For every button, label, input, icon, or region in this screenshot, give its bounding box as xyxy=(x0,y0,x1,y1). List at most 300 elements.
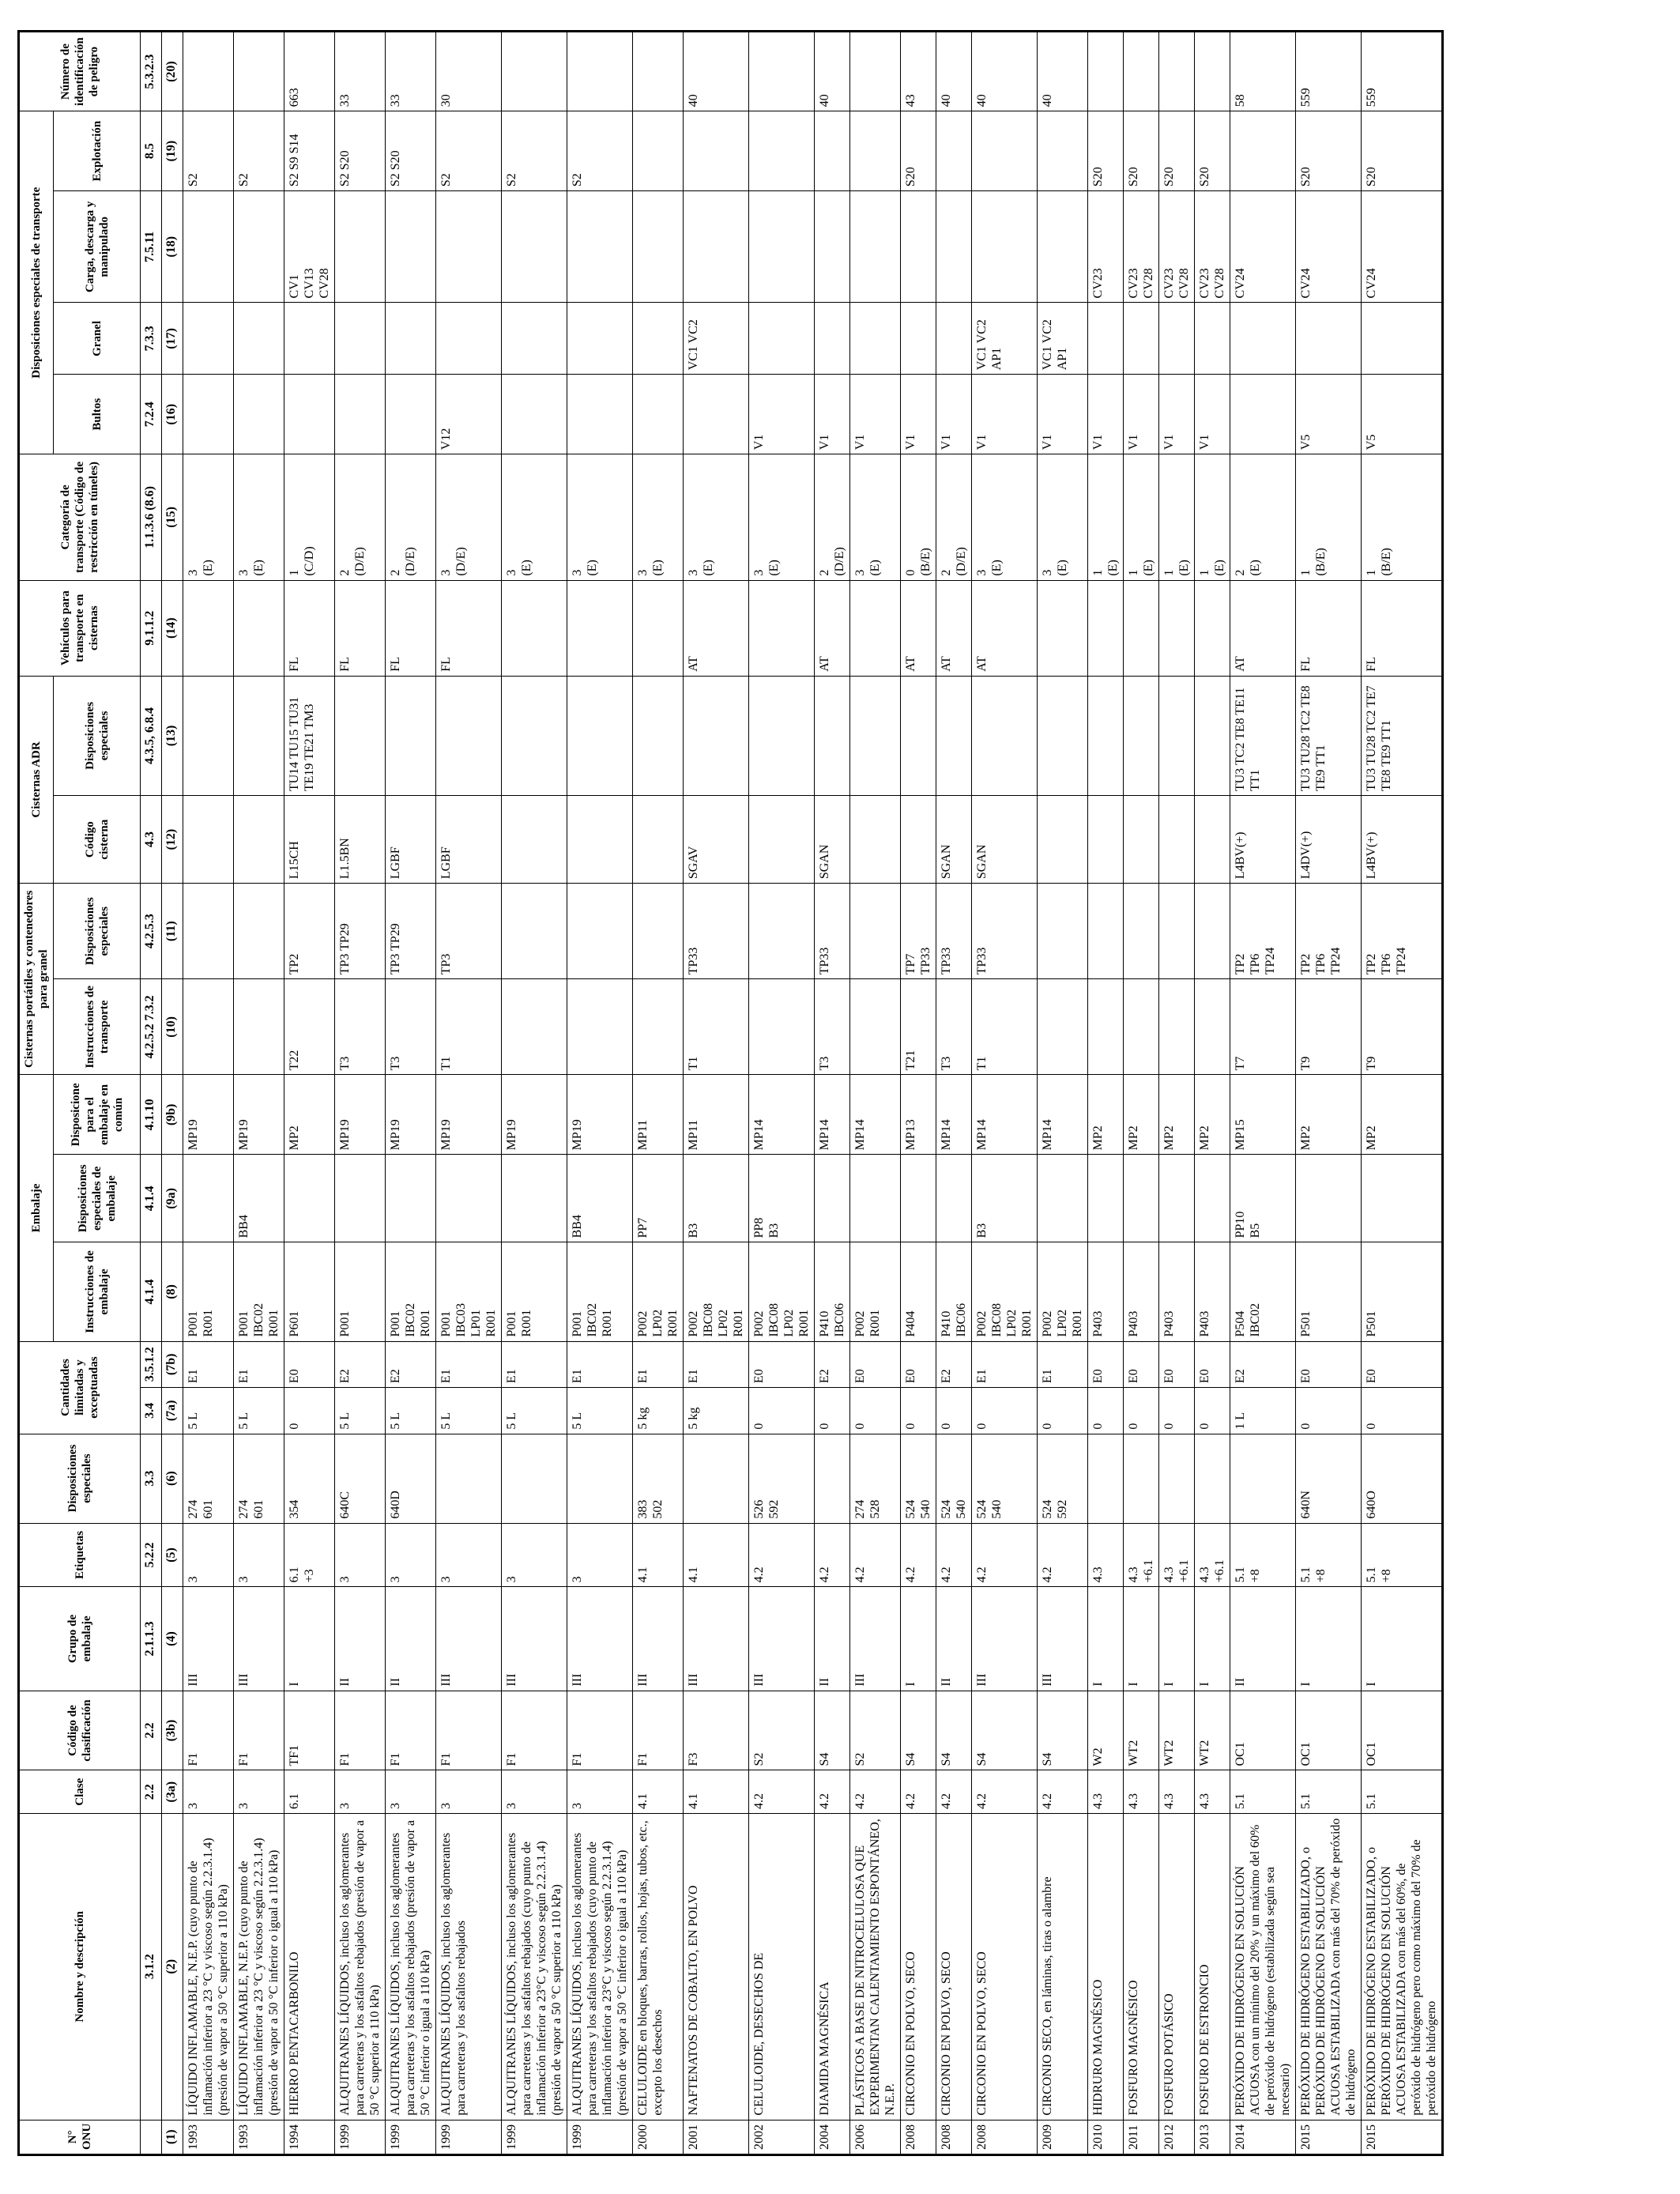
cell-packing-group: II xyxy=(936,1587,972,1691)
cell-packages-provisions: V1 xyxy=(1124,375,1159,454)
cell-bulk-provisions xyxy=(1124,303,1159,375)
cell-labels: 3 xyxy=(234,1523,284,1587)
cell-transport-category: 3 (E) xyxy=(749,454,815,580)
cell-excepted-quantity: E0 xyxy=(850,1341,901,1388)
cell-labels: 6.1 +3 xyxy=(284,1523,335,1587)
cell-excepted-quantity: E1 xyxy=(1038,1341,1088,1388)
cell-un-number: 2011 xyxy=(1124,2120,1159,2154)
cell-tank-vehicle xyxy=(1159,580,1195,676)
cell-operation-provisions: S20 xyxy=(1088,111,1124,191)
col-number: (11) xyxy=(162,884,183,979)
cell-special-provisions: 274 528 xyxy=(850,1434,901,1523)
cell-transport-category: 3 (E) xyxy=(1038,454,1088,580)
ref-cell: 2.1.1.3 xyxy=(141,1587,162,1691)
ref-cell: 7.5.11 xyxy=(141,191,162,303)
cell-packing-instructions: P002 LP02 R001 xyxy=(633,1242,684,1341)
cell-operation-provisions: S2 xyxy=(234,111,284,191)
cell-loading-provisions: CV24 xyxy=(1296,191,1362,303)
cell-mixed-packing: MP19 xyxy=(567,1075,633,1155)
cell-portable-instructions: T22 xyxy=(284,979,335,1075)
cell-packing-group: I xyxy=(1195,1587,1230,1691)
cell-excepted-quantity: E1 xyxy=(436,1341,502,1388)
cell-packing-instructions: P501 xyxy=(1362,1242,1443,1341)
table-row xyxy=(284,32,335,2155)
cell-hazard-number: 559 xyxy=(1296,32,1362,111)
cell-name: ALQUITRANES LÍQUIDOS, incluso los aglomerantes para carreteras y los asfaltos rebajados (presión de vapor a 50 °C inferior o igual a 110 kPa) xyxy=(386,1814,436,2120)
cell-packages-provisions: V1 xyxy=(972,375,1038,454)
cell-limited-quantity: 0 xyxy=(815,1388,850,1434)
cell-excepted-quantity: E2 xyxy=(335,1341,386,1388)
cell-tank-vehicle xyxy=(234,580,284,676)
ref-cell: 4.1.4 xyxy=(141,1242,162,1341)
cell-bulk-provisions xyxy=(567,303,633,375)
cell-bulk-provisions xyxy=(284,303,335,375)
cell-class: 4.2 xyxy=(749,1770,815,1814)
cell-labels: 4.2 xyxy=(901,1523,936,1587)
cell-special-provisions: 274 601 xyxy=(234,1434,284,1523)
cell-packing-group: I xyxy=(1159,1587,1195,1691)
cell-transport-category: 3 (D/E) xyxy=(436,454,502,580)
cell-packages-provisions xyxy=(386,375,436,454)
cell-portable-special-provisions: TP3 TP29 xyxy=(386,884,436,979)
cell-packing-special-provisions xyxy=(1124,1155,1159,1242)
cell-loading-provisions xyxy=(901,191,936,303)
cell-packing-special-provisions: PP7 xyxy=(633,1155,684,1242)
ref-cell: 5.2.2 xyxy=(141,1523,162,1587)
cell-packing-special-provisions xyxy=(1038,1155,1088,1242)
cell-tank-vehicle xyxy=(1195,580,1230,676)
cell-loading-provisions xyxy=(684,191,749,303)
cell-classification-code: WT2 xyxy=(1159,1691,1195,1770)
cell-hazard-number xyxy=(1088,32,1124,111)
cell-packing-group: III xyxy=(183,1587,234,1691)
cell-hazard-number xyxy=(1195,32,1230,111)
cell-mixed-packing: MP2 xyxy=(1195,1075,1230,1155)
cell-special-provisions xyxy=(1195,1434,1230,1523)
header-portable-tanks-group: Cisternas portátiles y contenedores para granel xyxy=(19,884,54,1075)
cell-mixed-packing: MP11 xyxy=(684,1075,749,1155)
cell-transport-category: 3 (E) xyxy=(684,454,749,580)
table-row xyxy=(335,32,386,2155)
cell-portable-special-provisions: TP2 TP6 TP24 xyxy=(1296,884,1362,979)
col-number: (10) xyxy=(162,979,183,1075)
cell-bulk-provisions xyxy=(936,303,972,375)
cell-labels: 3 xyxy=(502,1523,567,1587)
cell-loading-provisions xyxy=(749,191,815,303)
cell-transport-category: 1 (B/E) xyxy=(1296,454,1362,580)
cell-limited-quantity: 0 xyxy=(749,1388,815,1434)
cell-portable-instructions xyxy=(234,979,284,1075)
cell-classification-code: OC1 xyxy=(1230,1691,1296,1770)
cell-name: CIRCONIO EN POLVO, SECO xyxy=(972,1814,1038,2120)
cell-classification-code: OC1 xyxy=(1296,1691,1362,1770)
cell-operation-provisions xyxy=(633,111,684,191)
column-number-row xyxy=(162,32,183,2155)
cell-un-number: 2000 xyxy=(633,2120,684,2154)
cell-transport-category: 1 (E) xyxy=(1088,454,1124,580)
cell-class: 3 xyxy=(234,1770,284,1814)
cell-bulk-provisions xyxy=(1195,303,1230,375)
cell-tank-vehicle xyxy=(502,580,567,676)
cell-special-provisions: 383 502 xyxy=(633,1434,684,1523)
table-row xyxy=(1296,32,1362,2155)
col-number: (19) xyxy=(162,111,183,191)
cell-name: ALQUITRANES LÍQUIDOS, incluso los aglomerantes para carreteras y los asfaltos rebajados (presión de vapor a 50 °C superior a 110 kPa) xyxy=(335,1814,386,2120)
cell-portable-instructions xyxy=(1124,979,1159,1075)
cell-packing-instructions: P404 xyxy=(901,1242,936,1341)
cell-name: HIDRURO MAGNÉSICO xyxy=(1088,1814,1124,2120)
cell-packages-provisions: V1 xyxy=(1195,375,1230,454)
cell-hazard-number: 40 xyxy=(815,32,850,111)
cell-packing-group: I xyxy=(284,1587,335,1691)
cell-excepted-quantity: E1 xyxy=(183,1341,234,1388)
cell-tank-code: LGBF xyxy=(386,796,436,884)
table-row xyxy=(1159,32,1195,2155)
header-packing-special-provisions: Disposiciones especiales de embalaje xyxy=(54,1155,141,1242)
cell-packing-instructions: P001 IBC02 R001 xyxy=(386,1242,436,1341)
cell-tank-special-provisions xyxy=(936,676,972,795)
cell-un-number: 1993 xyxy=(234,2120,284,2154)
ref-cell: 4.2.5.2 7.3.2 xyxy=(141,979,162,1075)
cell-special-provisions: 526 592 xyxy=(749,1434,815,1523)
cell-packing-special-provisions xyxy=(815,1155,850,1242)
header-classification-code: Código de clasificación xyxy=(19,1691,141,1770)
cell-tank-code xyxy=(234,796,284,884)
cell-mixed-packing: MP2 xyxy=(1159,1075,1195,1155)
cell-un-number: 1999 xyxy=(386,2120,436,2154)
cell-packing-group: III xyxy=(234,1587,284,1691)
cell-name: HIERRO PENTACARBONILO xyxy=(284,1814,335,2120)
cell-transport-category: 1 (E) xyxy=(1124,454,1159,580)
cell-loading-provisions: CV23 CV28 xyxy=(1159,191,1195,303)
cell-packages-provisions: V1 xyxy=(1088,375,1124,454)
cell-operation-provisions: S20 xyxy=(1159,111,1195,191)
cell-portable-instructions xyxy=(183,979,234,1075)
cell-un-number: 2008 xyxy=(901,2120,936,2154)
cell-operation-provisions xyxy=(936,111,972,191)
cell-un-number: 1999 xyxy=(335,2120,386,2154)
table-row xyxy=(436,32,502,2155)
cell-packages-provisions: V1 xyxy=(936,375,972,454)
cell-loading-provisions xyxy=(335,191,386,303)
cell-mixed-packing: MP13 xyxy=(901,1075,936,1155)
cell-un-number: 2006 xyxy=(850,2120,901,2154)
cell-un-number: 1999 xyxy=(567,2120,633,2154)
cell-tank-code xyxy=(633,796,684,884)
cell-tank-code: SGAN xyxy=(972,796,1038,884)
cell-packing-special-provisions xyxy=(502,1155,567,1242)
cell-tank-code: L4DV(+) xyxy=(1296,796,1362,884)
cell-class: 4.3 xyxy=(1195,1770,1230,1814)
cell-transport-category: 3 (E) xyxy=(850,454,901,580)
cell-name: FOSFURO DE ESTRONCIO xyxy=(1195,1814,1230,2120)
col-number: (8) xyxy=(162,1242,183,1341)
cell-hazard-number: 33 xyxy=(335,32,386,111)
cell-packing-special-provisions: BB4 xyxy=(567,1155,633,1242)
cell-tank-code xyxy=(1159,796,1195,884)
cell-packing-special-provisions xyxy=(335,1155,386,1242)
cell-operation-provisions xyxy=(1038,111,1088,191)
cell-bulk-provisions xyxy=(1088,303,1124,375)
cell-packing-group: II xyxy=(1230,1587,1296,1691)
reference-row xyxy=(141,32,162,2155)
cell-portable-instructions xyxy=(1159,979,1195,1075)
cell-excepted-quantity: E2 xyxy=(815,1341,850,1388)
cell-portable-instructions xyxy=(1088,979,1124,1075)
cell-un-number: 2010 xyxy=(1088,2120,1124,2154)
table-row xyxy=(972,32,1038,2155)
cell-packing-special-provisions xyxy=(1159,1155,1195,1242)
cell-packing-instructions: P403 xyxy=(1088,1242,1124,1341)
cell-tank-vehicle xyxy=(1088,580,1124,676)
cell-operation-provisions xyxy=(815,111,850,191)
cell-special-provisions xyxy=(815,1434,850,1523)
cell-un-number: 2013 xyxy=(1195,2120,1230,2154)
cell-tank-code xyxy=(1195,796,1230,884)
cell-mixed-packing: MP19 xyxy=(436,1075,502,1155)
cell-packages-provisions xyxy=(633,375,684,454)
cell-un-number: 2009 xyxy=(1038,2120,1088,2154)
cell-class: 4.2 xyxy=(972,1770,1038,1814)
col-number: (2) xyxy=(162,1814,183,2120)
cell-special-provisions: 640N xyxy=(1296,1434,1362,1523)
cell-hazard-number xyxy=(1159,32,1195,111)
cell-bulk-provisions xyxy=(815,303,850,375)
cell-hazard-number: 559 xyxy=(1362,32,1443,111)
cell-tank-code: L4BV(+) xyxy=(1362,796,1443,884)
cell-limited-quantity: 5 L xyxy=(183,1388,234,1434)
cell-tank-vehicle: AT xyxy=(936,580,972,676)
table-row xyxy=(1362,32,1443,2155)
cell-portable-special-provisions: TP2 TP6 TP24 xyxy=(1230,884,1296,979)
cell-limited-quantity: 0 xyxy=(972,1388,1038,1434)
cell-tank-special-provisions xyxy=(684,676,749,795)
cell-packing-special-provisions: BB4 xyxy=(234,1155,284,1242)
cell-bulk-provisions xyxy=(436,303,502,375)
cell-excepted-quantity: E0 xyxy=(1159,1341,1195,1388)
cell-packing-special-provisions xyxy=(1088,1155,1124,1242)
cell-name: DIAMIDA MAGNÉSICA xyxy=(815,1814,850,2120)
ref-cell: 4.1.4 xyxy=(141,1155,162,1242)
cell-special-provisions xyxy=(502,1434,567,1523)
cell-classification-code: S4 xyxy=(901,1691,936,1770)
cell-classification-code: S4 xyxy=(1038,1691,1088,1770)
cell-bulk-provisions: VC1 VC2 AP1 xyxy=(972,303,1038,375)
cell-bulk-provisions xyxy=(850,303,901,375)
cell-name: FOSFURO POTÁSICO xyxy=(1159,1814,1195,2120)
cell-packing-instructions: P002 R001 xyxy=(850,1242,901,1341)
cell-hazard-number: 40 xyxy=(936,32,972,111)
cell-excepted-quantity: E2 xyxy=(1230,1341,1296,1388)
table-row xyxy=(749,32,815,2155)
header-operation: Explotación xyxy=(54,111,141,191)
table-row xyxy=(567,32,633,2155)
cell-operation-provisions: S20 xyxy=(1362,111,1443,191)
cell-tank-code xyxy=(183,796,234,884)
cell-excepted-quantity: E2 xyxy=(386,1341,436,1388)
cell-tank-vehicle xyxy=(633,580,684,676)
cell-labels: 4.3 +6.1 xyxy=(1195,1523,1230,1587)
cell-bulk-provisions xyxy=(901,303,936,375)
cell-loading-provisions xyxy=(815,191,850,303)
cell-portable-instructions: T3 xyxy=(386,979,436,1075)
cell-transport-category: 2 (E) xyxy=(1230,454,1296,580)
cell-mixed-packing: MP14 xyxy=(749,1075,815,1155)
cell-portable-special-provisions xyxy=(502,884,567,979)
cell-tank-special-provisions xyxy=(335,676,386,795)
cell-special-provisions: 524 540 xyxy=(972,1434,1038,1523)
cell-tank-code: SGAN xyxy=(936,796,972,884)
table-row xyxy=(1038,32,1088,2155)
cell-packing-group: III xyxy=(749,1587,815,1691)
cell-labels: 4.2 xyxy=(815,1523,850,1587)
table-row xyxy=(815,32,850,2155)
cell-packing-special-provisions: PP10 B5 xyxy=(1230,1155,1296,1242)
cell-special-provisions: 354 xyxy=(284,1434,335,1523)
cell-tank-vehicle xyxy=(183,580,234,676)
cell-class: 4.3 xyxy=(1159,1770,1195,1814)
cell-portable-instructions: T3 xyxy=(815,979,850,1075)
cell-portable-special-provisions: TP33 xyxy=(684,884,749,979)
cell-bulk-provisions xyxy=(386,303,436,375)
cell-name: CELULOIDE, DESECHOS DE xyxy=(749,1814,815,2120)
cell-name: LÍQUIDO INFLAMABLE, N.E.P. (cuyo punto de inflamación inferior a 23 °C y viscoso según 2.2.3.1.4) (presión de vapor a 50 °C inferior o igual a 110 kPa) xyxy=(234,1814,284,2120)
cell-bulk-provisions xyxy=(633,303,684,375)
cell-packing-instructions: P001 R001 xyxy=(183,1242,234,1341)
cell-portable-special-provisions xyxy=(1038,884,1088,979)
cell-tank-special-provisions xyxy=(1195,676,1230,795)
cell-tank-special-provisions xyxy=(1159,676,1195,795)
cell-classification-code: F1 xyxy=(234,1691,284,1770)
cell-portable-special-provisions: TP33 xyxy=(972,884,1038,979)
cell-class: 6.1 xyxy=(284,1770,335,1814)
cell-portable-instructions: T1 xyxy=(436,979,502,1075)
cell-name: CELULOIDE en bloques, barras, rollos, hojas, tubos, etc., excepto los desechos xyxy=(633,1814,684,2120)
cell-mixed-packing: MP19 xyxy=(234,1075,284,1155)
cell-mixed-packing: MP2 xyxy=(1088,1075,1124,1155)
cell-classification-code: F1 xyxy=(335,1691,386,1770)
header-packages: Bultos xyxy=(54,375,141,454)
cell-operation-provisions xyxy=(972,111,1038,191)
cell-tank-code xyxy=(749,796,815,884)
cell-class: 3 xyxy=(335,1770,386,1814)
cell-packing-group: I xyxy=(1124,1587,1159,1691)
cell-limited-quantity: 5 L xyxy=(436,1388,502,1434)
col-number: (7a) xyxy=(162,1388,183,1434)
cell-transport-category: 3 (E) xyxy=(183,454,234,580)
header-tank-special-provisions: Disposiciones especiales xyxy=(54,676,141,795)
cell-packages-provisions: V5 xyxy=(1362,375,1443,454)
cell-mixed-packing: MP2 xyxy=(1124,1075,1159,1155)
cell-excepted-quantity: E0 xyxy=(1362,1341,1443,1388)
cell-tank-code xyxy=(1088,796,1124,884)
cell-hazard-number xyxy=(234,32,284,111)
cell-portable-special-provisions: TP2 TP6 TP24 xyxy=(1362,884,1443,979)
cell-operation-provisions: S2 xyxy=(567,111,633,191)
cell-labels: 4.2 xyxy=(850,1523,901,1587)
cell-excepted-quantity: E0 xyxy=(749,1341,815,1388)
ref-cell: 7.2.4 xyxy=(141,375,162,454)
cell-special-provisions: 524 540 xyxy=(936,1434,972,1523)
cell-transport-category: 1 (C/D) xyxy=(284,454,335,580)
cell-loading-provisions: CV23 xyxy=(1088,191,1124,303)
cell-labels: 3 xyxy=(183,1523,234,1587)
cell-classification-code: W2 xyxy=(1088,1691,1124,1770)
cell-loading-provisions: CV23 CV28 xyxy=(1124,191,1159,303)
col-number: (3a) xyxy=(162,1770,183,1814)
cell-tank-special-provisions xyxy=(901,676,936,795)
cell-limited-quantity: 0 xyxy=(1088,1388,1124,1434)
cell-packing-group: I xyxy=(1296,1587,1362,1691)
cell-portable-special-provisions xyxy=(1088,884,1124,979)
cell-tank-special-provisions xyxy=(1088,676,1124,795)
cell-hazard-number: 30 xyxy=(436,32,502,111)
cell-mixed-packing: MP14 xyxy=(1038,1075,1088,1155)
table-row xyxy=(1230,32,1296,2155)
cell-packing-special-provisions xyxy=(901,1155,936,1242)
cell-labels: 4.2 xyxy=(972,1523,1038,1587)
cell-tank-special-provisions xyxy=(567,676,633,795)
col-number: (4) xyxy=(162,1587,183,1691)
cell-name: CIRCONIO EN POLVO, SECO xyxy=(901,1814,936,2120)
cell-operation-provisions: S20 xyxy=(1124,111,1159,191)
cell-transport-category: 3 (E) xyxy=(234,454,284,580)
col-number: (1) xyxy=(162,2120,183,2154)
cell-loading-provisions xyxy=(936,191,972,303)
cell-packing-special-provisions xyxy=(284,1155,335,1242)
cell-tank-code xyxy=(901,796,936,884)
cell-packing-group: I xyxy=(1088,1587,1124,1691)
col-number: (14) xyxy=(162,580,183,676)
cell-transport-category: 1 (E) xyxy=(1195,454,1230,580)
cell-tank-code xyxy=(502,796,567,884)
cell-loading-provisions: CV24 xyxy=(1362,191,1443,303)
cell-labels: 3 xyxy=(567,1523,633,1587)
cell-un-number: 2008 xyxy=(936,2120,972,2154)
cell-packing-group: I xyxy=(1362,1587,1443,1691)
cell-classification-code: OC1 xyxy=(1362,1691,1443,1770)
cell-labels: 4.3 xyxy=(1088,1523,1124,1587)
cell-bulk-provisions: VC1 VC2 xyxy=(684,303,749,375)
cell-limited-quantity: 1 L xyxy=(1230,1388,1296,1434)
table-row xyxy=(936,32,972,2155)
cell-tank-vehicle xyxy=(850,580,901,676)
cell-portable-special-provisions xyxy=(633,884,684,979)
ref-cell: 2.2 xyxy=(141,1770,162,1814)
cell-operation-provisions: S2 S20 xyxy=(386,111,436,191)
cell-class: 4.2 xyxy=(901,1770,936,1814)
cell-excepted-quantity: E1 xyxy=(234,1341,284,1388)
cell-class: 3 xyxy=(386,1770,436,1814)
cell-packing-instructions: P002 IBC08 LP02 R001 xyxy=(684,1242,749,1341)
header-loading: Carga, descarga y manipulado xyxy=(54,191,141,303)
cell-classification-code: F1 xyxy=(436,1691,502,1770)
cell-packing-instructions: P002 LP02 R001 xyxy=(1038,1242,1088,1341)
cell-name: PERÓXIDO DE HIDRÓGENO ESTABILIZADO, o PERÓXIDO DE HIDRÓGENO EN SOLUCIÓN ACUOSA ESTABILIZADA con más del 70% de peróxido de hidrógeno xyxy=(1296,1814,1362,2120)
cell-limited-quantity: 0 xyxy=(1159,1388,1195,1434)
cell-transport-category: 3 (E) xyxy=(972,454,1038,580)
cell-classification-code: TF1 xyxy=(284,1691,335,1770)
cell-bulk-provisions: VC1 VC2 AP1 xyxy=(1038,303,1088,375)
cell-portable-special-provisions: TP33 xyxy=(815,884,850,979)
cell-portable-special-provisions xyxy=(1124,884,1159,979)
cell-packing-special-provisions xyxy=(386,1155,436,1242)
cell-classification-code: F1 xyxy=(502,1691,567,1770)
cell-packing-instructions: P403 xyxy=(1159,1242,1195,1341)
cell-excepted-quantity: E1 xyxy=(633,1341,684,1388)
cell-classification-code: WT2 xyxy=(1124,1691,1159,1770)
cell-un-number: 2012 xyxy=(1159,2120,1195,2154)
